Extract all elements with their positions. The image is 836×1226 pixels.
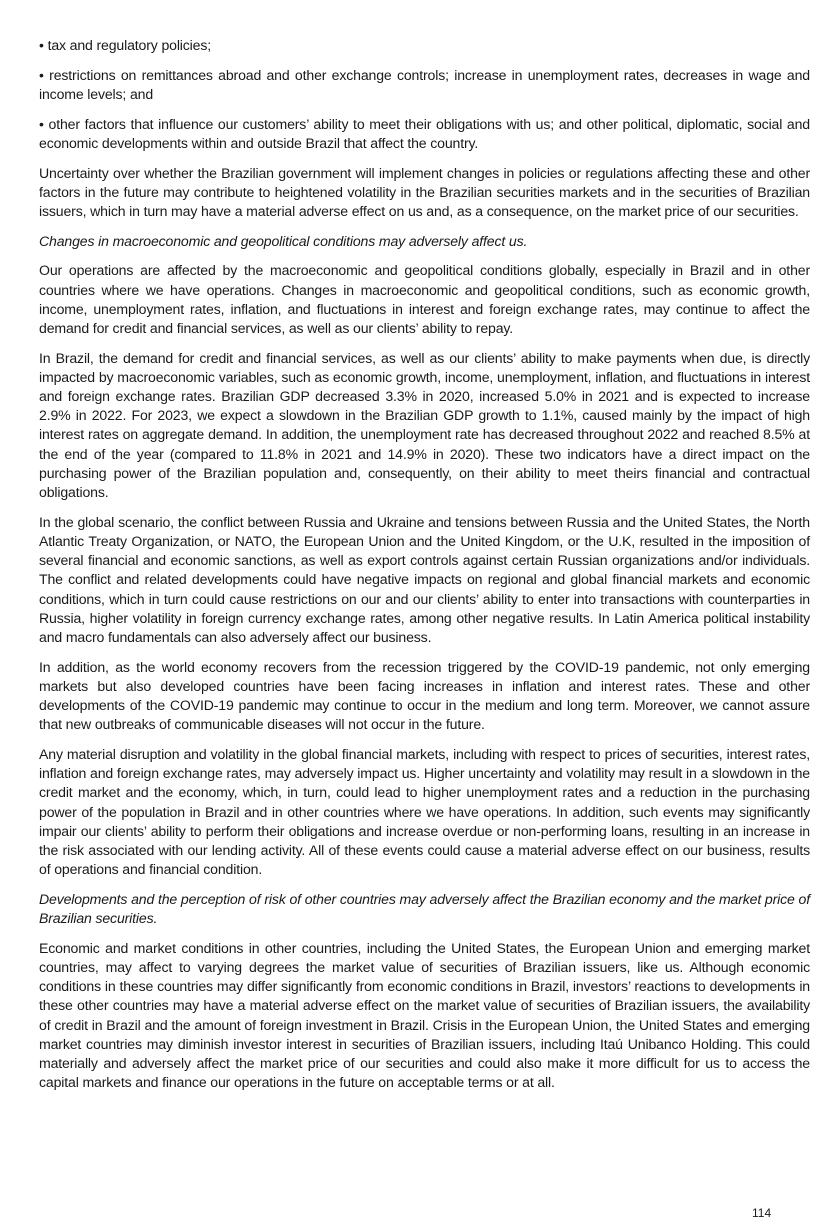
bullet-item-tax-policies [39, 36, 810, 55]
bullet-icon: • [39, 115, 44, 132]
bullet-text: restrictions on remittances abroad and other exchange controls; increase in unemployment rates, decreases in wage and income levels; and [39, 66, 810, 102]
bullet-item-other-factors [39, 115, 810, 153]
bullet-item-remittance-restrictions [39, 66, 810, 104]
bullet-text: tax and regulatory policies; [43, 37, 212, 53]
paragraph-market-disruption: Any material disruption and volatility in the global financial markets, including with respect to prices of securities, interest rates, inflation and foreign exchange rates, may adversely impact us. Higher uncertainty and volatility may result in a slowdown in the credit market and the economy, which, in turn, could lead to higher unemployment rates and a reduction in the purchasing power of the population in Brazil and in other countries where we have operations. In addition, such events may significantly impair our clients’ ability to perform their obligations and increase overdue or non-performing loans, resulting in an increase in the risk associated with our lending activity. All of these events could cause a material adverse effect on our business, results of operations and financial condition. [39, 746, 810, 878]
page-number: 114 [752, 1206, 772, 1220]
section-heading-macroeconomic-conditions: Changes in macroeconomic and geopolitical conditions may adversely affect us. [39, 232, 528, 249]
bullet-text: other factors that influence our customers’ ability to meet their obligations with us; and other political, diplomatic, social and economic developments within and outside Brazil that affect the country. [39, 115, 810, 151]
paragraph-other-countries-conditions: Economic and market conditions in other countries, including the United States, the European Union and emerging market countries, may affect to varying degrees the market value of securities of Brazilian issuers, like us. Although economic conditions in these countries may differ significantly from economic conditions in Brazil, investors’ reactions to developments in these other countries may have a material adverse effect on the market value of securities of Brazilian issuers, the availability of credit in Brazil and the amount of foreign investment in Brazil. Crisis in the European Union, the United States and emerging market countries may diminish investor interest in securities of Brazilian issuers, including Itaú Unibanco Holding. This could materially and adversely affect the market price of our securities and could also make it more difficult for us to access the capital markets and finance our operations in the future on acceptable terms or at all. [39, 939, 810, 1091]
paragraph-global-scenario: In the global scenario, the conflict between Russia and Ukraine and tensions between Russia and the United States, the North Atlantic Treaty Organization, or NATO, the European Union and the United Kingdom, or the U.K, resulted in the imposition of several financial and economic sanctions, as well as export controls against certain Russian organizations and/or individuals. The conflict and related developments could have negative impacts on regional and global financial markets and economic conditions, which in turn could cause restrictions on our and our clients’ ability to enter into transactions with counterparties in Russia, higher volatility in foreign currency exchange rates, among other negative results. In Latin America political instability and macro fundamentals can also adversely affect our business. [39, 513, 810, 645]
bullet-icon: • [39, 66, 44, 83]
bullet-icon: • [39, 37, 44, 53]
paragraph-brazil-demand-gdp: In Brazil, the demand for credit and financial services, as well as our clients’ ability to make payments when due, is directly impacted by macroeconomic variables, such as economic growth, income, unemployment, inflation, and fluctuations in interest and foreign exchange rates. Brazilian GDP decreased 3.3% in 2020, increased 5.0% in 2021 and is expected to increase 2.9% in 2022. For 2023, we expect a slowdown in the Brazilian GDP growth to 1.1%, caused mainly by the impact of high interest rates on aggregate demand. In addition, the unemployment rate has decreased throughout 2022 and reached 8.5% at the end of the year (compared to 11.8% in 2021 and 14.9% in 2020). These two indicators have a direct impact on the purchasing power of the Brazilian population and, consequently, on their ability to meet theirs financial and contractual obligations. [39, 349, 810, 501]
paragraph-operations-affected: Our operations are affected by the macroeconomic and geopolitical conditions globally, especially in Brazil and in other countries where we have operations. Changes in macroeconomic and geopolitical conditions, such as economic growth, income, unemployment rates, inflation, and fluctuations in interest and foreign exchange rates, may continue to affect the demand for credit and financial services, as well as our clients’ ability to repay. [39, 262, 810, 336]
document-page [39, 36, 810, 1103]
paragraph-uncertainty: Uncertainty over whether the Brazilian government will implement changes in policies or regulations affecting these and other factors in the future may contribute to heightened volatility in the Brazilian securities markets and in the securities of Brazilian issuers, which in turn may have a material adverse effect on us and, as a consequence, on the market price of our securities. [39, 164, 810, 219]
section-heading-other-countries-risk: Developments and the perception of risk of other countries may adversely affect the Brazilian economy and the market price of Brazilian securities. [39, 890, 810, 927]
paragraph-covid-recovery: In addition, as the world economy recovers from the recession triggered by the COVID-19 pandemic, not only emerging markets but also developed countries have been facing increases in inflation and interest rates. These and other developments of the COVID-19 pandemic may continue to occur in the medium and long term. Moreover, we cannot assure that new outbreaks of communicable diseases will not occur in the future. [39, 658, 810, 733]
